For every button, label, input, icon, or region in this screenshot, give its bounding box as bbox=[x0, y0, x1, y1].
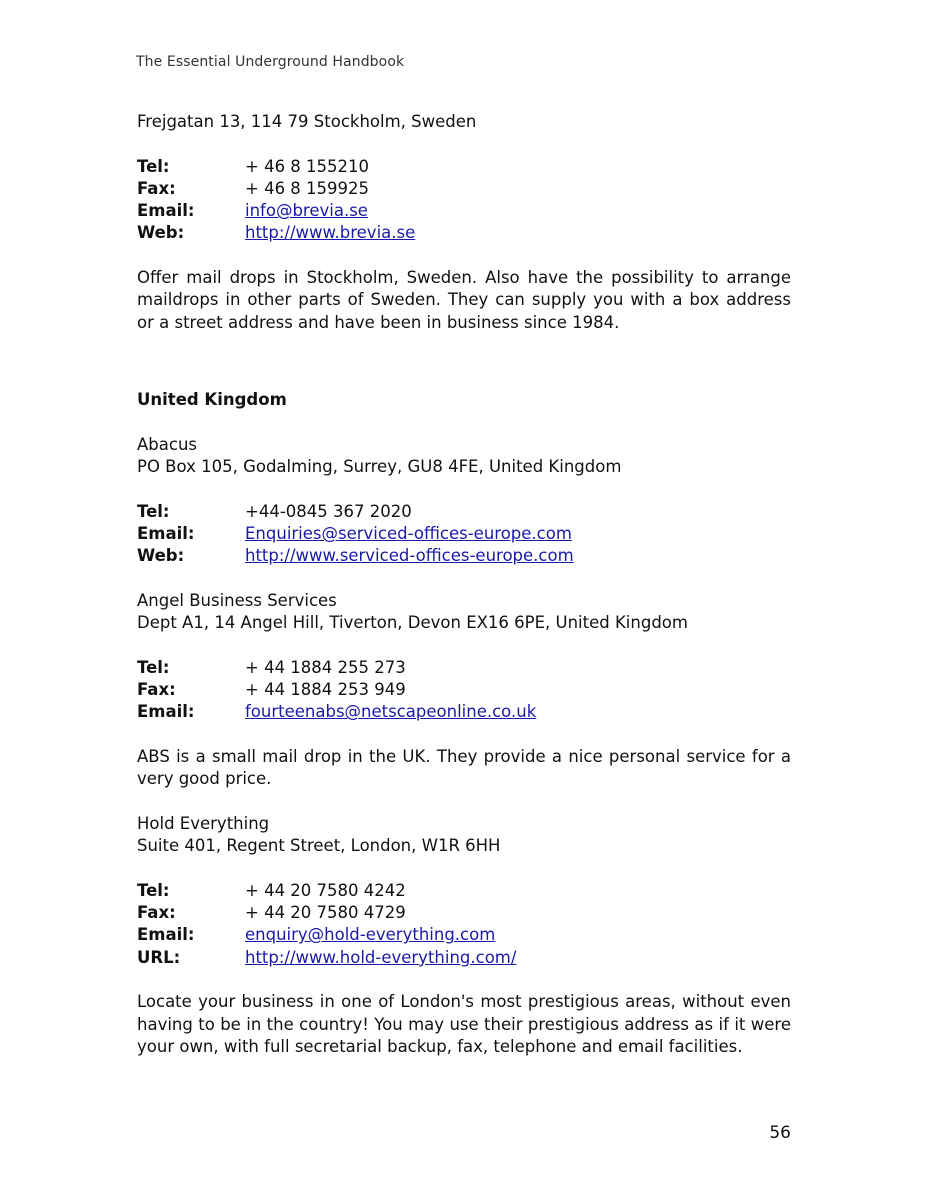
contact-label: Web: bbox=[137, 223, 185, 243]
sweden-description: Offer mail drops in Stockholm, Sweden. Also have the possibility to arrange maildrops in other parts of Sweden. They can supply you with a box address or a street address and have been in business since 1984. bbox=[137, 268, 791, 332]
web-link[interactable]: http://www.hold-everything.com/ bbox=[245, 947, 517, 967]
contact-label: URL: bbox=[137, 947, 181, 967]
email-link[interactable]: Enquiries@serviced-offices-europe.com bbox=[245, 524, 572, 544]
contact-label: Fax: bbox=[137, 903, 176, 923]
spacer bbox=[137, 635, 791, 657]
contact-row-email bbox=[137, 523, 791, 545]
contact-row-fax bbox=[137, 178, 791, 200]
contact-row-fax bbox=[137, 679, 791, 701]
company-name-abacus: Abacus bbox=[137, 434, 197, 454]
email-link[interactable]: info@brevia.se bbox=[245, 201, 368, 221]
hold-address: Suite 401, Regent Street, London, W1R 6HH bbox=[137, 836, 501, 856]
email-link[interactable]: fourteenabs@netscapeonline.co.uk bbox=[245, 702, 537, 722]
spacer bbox=[137, 791, 791, 813]
contact-row-url bbox=[137, 947, 791, 969]
contact-row-email bbox=[137, 200, 791, 222]
contact-label: Email: bbox=[137, 925, 195, 945]
spacer bbox=[137, 245, 791, 267]
angel-contacts bbox=[137, 657, 791, 724]
contact-row-tel bbox=[137, 156, 791, 178]
spacer bbox=[137, 412, 791, 434]
contact-label: Web: bbox=[137, 546, 185, 566]
spacer bbox=[137, 724, 791, 746]
section-heading: United Kingdom bbox=[137, 390, 287, 410]
contact-value: +44-0845 367 2020 bbox=[245, 501, 412, 521]
contact-row-tel bbox=[137, 501, 791, 523]
contact-label: Tel: bbox=[137, 501, 170, 521]
contact-value: + 44 20 7580 4729 bbox=[245, 903, 406, 923]
hold-contacts bbox=[137, 880, 791, 969]
sweden-contacts bbox=[137, 156, 791, 245]
spacer bbox=[137, 568, 791, 590]
contact-value: + 46 8 155210 bbox=[245, 156, 370, 176]
contact-label: Tel: bbox=[137, 156, 170, 176]
web-link[interactable]: http://www.brevia.se bbox=[245, 223, 416, 243]
sweden-address: Frejgatan 13, 114 79 Stockholm, Sweden bbox=[137, 112, 477, 131]
contact-row-email bbox=[137, 701, 791, 723]
contact-label: Tel: bbox=[137, 880, 170, 900]
contact-row-fax bbox=[137, 902, 791, 924]
contact-label: Email: bbox=[137, 524, 195, 544]
contact-row-tel bbox=[137, 880, 791, 902]
contact-label: Email: bbox=[137, 201, 195, 221]
contact-label: Fax: bbox=[137, 178, 176, 198]
contact-row-tel bbox=[137, 657, 791, 679]
spacer bbox=[137, 969, 791, 991]
running-header: The Essential Underground Handbook bbox=[136, 54, 405, 70]
contact-row-email bbox=[137, 924, 791, 946]
contact-row-web bbox=[137, 545, 791, 567]
page-number: 56 bbox=[769, 1123, 791, 1143]
company-name-angel: Angel Business Services bbox=[137, 590, 337, 610]
web-link[interactable]: http://www.serviced-offices-europe.com bbox=[245, 546, 574, 566]
spacer bbox=[137, 478, 791, 500]
email-link[interactable]: enquiry@hold-everything.com bbox=[245, 925, 496, 945]
contact-value: + 44 1884 255 273 bbox=[245, 657, 406, 677]
page-content bbox=[137, 111, 791, 1058]
contact-row-web bbox=[137, 222, 791, 244]
angel-description: ABS is a small mail drop in the UK. They provide a nice personal service for a very good price. bbox=[137, 747, 791, 789]
contact-label: Email: bbox=[137, 702, 195, 722]
abacus-address: PO Box 105, Godalming, Surrey, GU8 4FE, United Kingdom bbox=[137, 457, 622, 477]
contact-label: Tel: bbox=[137, 657, 170, 677]
abacus-contacts bbox=[137, 501, 791, 568]
company-name-hold: Hold Everything bbox=[137, 813, 270, 833]
contact-label: Fax: bbox=[137, 680, 176, 700]
spacer bbox=[137, 334, 791, 367]
contact-value: + 44 20 7580 4242 bbox=[245, 880, 406, 900]
contact-value: + 46 8 159925 bbox=[245, 178, 370, 198]
spacer bbox=[137, 133, 791, 155]
angel-address: Dept A1, 14 Angel Hill, Tiverton, Devon EX16 6PE, United Kingdom bbox=[137, 613, 688, 633]
hold-description: Locate your business in one of London's most prestigious areas, without even having to be in the country! You may use their prestigious address as if it were your own, with full secretarial backup, fax, telephone and email facilities. bbox=[137, 992, 791, 1056]
contact-value: + 44 1884 253 949 bbox=[245, 680, 406, 700]
spacer bbox=[137, 367, 791, 389]
spacer bbox=[137, 858, 791, 880]
